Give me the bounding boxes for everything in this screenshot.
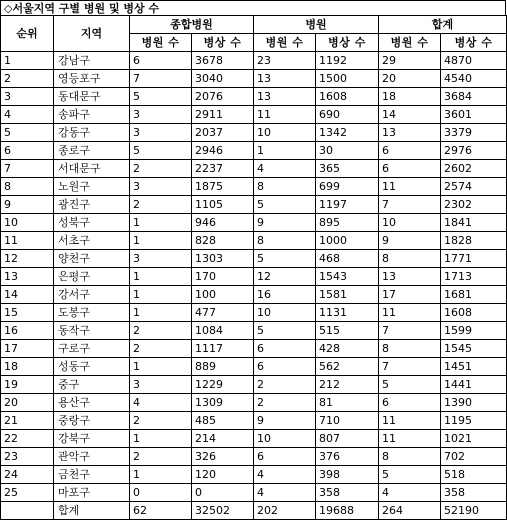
total-beds-cell: 1021 [441,430,507,448]
beds-cell: 19688 [316,502,379,520]
general-beds-cell: 1084 [192,322,254,340]
general-hospitals-cell: 3 [130,178,192,196]
rank-cell: 17 [1,340,54,358]
rank-cell: 6 [1,142,54,160]
total-hospitals-cell: 20 [379,70,441,88]
region-cell: 은평구 [54,268,130,286]
subheader-hospitals: 병원 수 [254,34,316,52]
hospitals-cell: 5 [254,250,316,268]
beds-cell: 365 [316,160,379,178]
table-row [1,250,507,268]
total-beds-cell: 3601 [441,106,507,124]
total-beds-cell: 2976 [441,142,507,160]
total-hospitals-cell: 5 [379,376,441,394]
beds-cell: 81 [316,394,379,412]
subheader-beds: 병상 수 [192,34,254,52]
region-cell: 마포구 [54,484,130,502]
table-row [1,358,507,376]
region-cell: 서초구 [54,232,130,250]
general-beds-cell: 477 [192,304,254,322]
rank-cell: 7 [1,160,54,178]
table-row [1,232,507,250]
general-hospitals-cell: 5 [130,142,192,160]
general-beds-cell: 0 [192,484,254,502]
beds-cell: 212 [316,376,379,394]
total-hospitals-cell: 4 [379,484,441,502]
total-hospitals-cell: 264 [379,502,441,520]
table-row [1,214,507,232]
hospitals-cell: 1 [254,142,316,160]
beds-cell: 807 [316,430,379,448]
general-beds-cell: 3040 [192,70,254,88]
total-hospitals-cell: 9 [379,232,441,250]
general-hospitals-cell: 2 [130,448,192,466]
region-cell: 금천구 [54,466,130,484]
total-beds-cell: 4870 [441,52,507,70]
total-beds-cell: 3379 [441,124,507,142]
total-hospitals-cell: 11 [379,304,441,322]
total-beds-cell: 1195 [441,412,507,430]
rank-cell: 3 [1,88,54,106]
general-hospitals-cell: 2 [130,160,192,178]
rank-cell: 1 [1,52,54,70]
general-hospitals-cell: 5 [130,88,192,106]
hospitals-cell: 6 [254,358,316,376]
region-cell: 양천구 [54,250,130,268]
table-title: ◇서울지역 구별 병원 및 병상 수 [0,0,506,16]
table-row [1,466,507,484]
region-cell: 종로구 [54,142,130,160]
hospital-table [0,15,507,520]
general-hospitals-cell: 2 [130,412,192,430]
region-cell: 중구 [54,376,130,394]
table-row [1,412,507,430]
general-beds-cell: 214 [192,430,254,448]
hospitals-cell: 4 [254,160,316,178]
region-cell: 강남구 [54,52,130,70]
rank-cell: 20 [1,394,54,412]
total-beds-cell: 1545 [441,340,507,358]
general-beds-cell: 1105 [192,196,254,214]
hospitals-cell: 16 [254,286,316,304]
region-cell: 노원구 [54,178,130,196]
hospitals-cell: 8 [254,178,316,196]
total-hospitals-cell: 17 [379,286,441,304]
beds-cell: 376 [316,448,379,466]
table-row [1,160,507,178]
total-beds-cell: 358 [441,484,507,502]
region-cell: 성동구 [54,358,130,376]
hospitals-cell: 23 [254,52,316,70]
total-hospitals-cell: 11 [379,412,441,430]
beds-cell: 1581 [316,286,379,304]
table-body [1,52,507,520]
total-beds-cell: 1841 [441,214,507,232]
region-cell: 강동구 [54,124,130,142]
table-row [1,142,507,160]
general-hospitals-cell: 1 [130,232,192,250]
total-beds-cell: 1608 [441,304,507,322]
beds-cell: 690 [316,106,379,124]
general-hospitals-cell: 1 [130,358,192,376]
general-hospitals-cell: 1 [130,466,192,484]
table-row [1,268,507,286]
general-hospitals-cell: 3 [130,124,192,142]
rank-cell: 21 [1,412,54,430]
total-hospitals-cell: 7 [379,358,441,376]
general-beds-cell: 889 [192,358,254,376]
hospitals-cell: 9 [254,412,316,430]
subheader-beds: 병상 수 [316,34,379,52]
general-beds-cell: 1229 [192,376,254,394]
table-row [1,376,507,394]
subheader-hospitals: 병원 수 [130,34,192,52]
beds-cell: 1608 [316,88,379,106]
total-hospitals-cell: 8 [379,250,441,268]
general-hospitals-cell: 2 [130,322,192,340]
general-beds-cell: 32502 [192,502,254,520]
hospitals-cell: 6 [254,340,316,358]
total-beds-cell: 1599 [441,322,507,340]
general-hospitals-cell: 3 [130,106,192,124]
general-hospitals-cell: 1 [130,430,192,448]
total-hospitals-cell: 13 [379,124,441,142]
subheader-beds: 병상 수 [441,34,507,52]
general-hospitals-cell: 3 [130,250,192,268]
header-total: 합계 [379,16,507,34]
general-hospitals-cell: 7 [130,70,192,88]
rank-cell: 5 [1,124,54,142]
table-row [1,88,507,106]
region-cell: 합계 [54,502,130,520]
hospitals-cell: 5 [254,322,316,340]
beds-cell: 699 [316,178,379,196]
rank-cell: 11 [1,232,54,250]
region-cell: 송파구 [54,106,130,124]
total-hospitals-cell: 11 [379,178,441,196]
general-beds-cell: 1117 [192,340,254,358]
total-beds-cell: 1681 [441,286,507,304]
total-beds-cell: 1713 [441,268,507,286]
beds-cell: 1000 [316,232,379,250]
hospitals-cell: 2 [254,394,316,412]
general-hospitals-cell: 2 [130,340,192,358]
hospitals-cell: 13 [254,70,316,88]
region-cell: 중랑구 [54,412,130,430]
general-beds-cell: 946 [192,214,254,232]
general-beds-cell: 2037 [192,124,254,142]
table-row [1,124,507,142]
region-cell: 도봉구 [54,304,130,322]
general-beds-cell: 485 [192,412,254,430]
total-hospitals-cell: 7 [379,322,441,340]
total-hospitals-cell: 14 [379,106,441,124]
beds-cell: 468 [316,250,379,268]
table-row [1,322,507,340]
rank-cell: 23 [1,448,54,466]
general-hospitals-cell: 1 [130,304,192,322]
table-row [1,340,507,358]
region-cell: 동대문구 [54,88,130,106]
hospitals-cell: 5 [254,196,316,214]
total-hospitals-cell: 8 [379,340,441,358]
table-row [1,484,507,502]
general-beds-cell: 3678 [192,52,254,70]
rank-cell: 4 [1,106,54,124]
rank-cell: 22 [1,430,54,448]
rank-cell [1,502,54,520]
rank-cell: 12 [1,250,54,268]
hospitals-cell: 12 [254,268,316,286]
rank-cell: 18 [1,358,54,376]
general-beds-cell: 2946 [192,142,254,160]
total-beds-cell: 518 [441,466,507,484]
general-hospitals-cell: 1 [130,286,192,304]
beds-cell: 1543 [316,268,379,286]
general-beds-cell: 828 [192,232,254,250]
hospitals-cell: 9 [254,214,316,232]
hospitals-cell: 6 [254,448,316,466]
general-beds-cell: 1875 [192,178,254,196]
rank-cell: 16 [1,322,54,340]
total-beds-cell: 1771 [441,250,507,268]
beds-cell: 515 [316,322,379,340]
total-beds-cell: 3684 [441,88,507,106]
total-beds-cell: 52190 [441,502,507,520]
rank-cell: 2 [1,70,54,88]
hospitals-cell: 2 [254,376,316,394]
beds-cell: 1197 [316,196,379,214]
general-beds-cell: 326 [192,448,254,466]
total-hospitals-cell: 6 [379,394,441,412]
total-beds-cell: 1390 [441,394,507,412]
beds-cell: 562 [316,358,379,376]
total-beds-cell: 1451 [441,358,507,376]
total-beds-cell: 1828 [441,232,507,250]
general-beds-cell: 2911 [192,106,254,124]
rank-cell: 9 [1,196,54,214]
general-beds-cell: 100 [192,286,254,304]
table-row [1,394,507,412]
hospitals-cell: 4 [254,466,316,484]
beds-cell: 398 [316,466,379,484]
general-beds-cell: 1303 [192,250,254,268]
table-row [1,52,507,70]
rank-cell: 13 [1,268,54,286]
total-beds-cell: 2302 [441,196,507,214]
region-cell: 용산구 [54,394,130,412]
general-hospitals-cell: 62 [130,502,192,520]
general-beds-cell: 170 [192,268,254,286]
total-hospitals-cell: 13 [379,268,441,286]
rank-cell: 10 [1,214,54,232]
general-beds-cell: 1309 [192,394,254,412]
total-beds-cell: 1441 [441,376,507,394]
table-row [1,196,507,214]
hospitals-cell: 10 [254,430,316,448]
header-hospital: 병원 [254,16,379,34]
general-beds-cell: 2237 [192,160,254,178]
header-general-hospital: 종합병원 [130,16,254,34]
hospitals-cell: 11 [254,106,316,124]
rank-cell: 25 [1,484,54,502]
total-hospitals-cell: 8 [379,448,441,466]
rank-cell: 8 [1,178,54,196]
region-cell: 광진구 [54,196,130,214]
general-hospitals-cell: 0 [130,484,192,502]
hospitals-cell: 13 [254,88,316,106]
hospitals-cell: 8 [254,232,316,250]
total-hospitals-cell: 5 [379,466,441,484]
total-hospitals-cell: 10 [379,214,441,232]
beds-cell: 1192 [316,52,379,70]
general-hospitals-cell: 2 [130,196,192,214]
region-cell: 영등포구 [54,70,130,88]
hospitals-cell: 202 [254,502,316,520]
general-hospitals-cell: 6 [130,52,192,70]
rank-cell: 14 [1,286,54,304]
rank-cell: 24 [1,466,54,484]
rank-cell: 15 [1,304,54,322]
beds-cell: 1131 [316,304,379,322]
rank-cell: 19 [1,376,54,394]
table-row [1,286,507,304]
general-hospitals-cell: 4 [130,394,192,412]
beds-cell: 428 [316,340,379,358]
region-cell: 강서구 [54,286,130,304]
table-row [1,448,507,466]
general-beds-cell: 120 [192,466,254,484]
beds-cell: 358 [316,484,379,502]
total-hospitals-cell: 29 [379,52,441,70]
general-beds-cell: 2076 [192,88,254,106]
total-beds-cell: 2574 [441,178,507,196]
region-cell: 강북구 [54,430,130,448]
region-cell: 동작구 [54,322,130,340]
beds-cell: 30 [316,142,379,160]
table-row [1,70,507,88]
table-row [1,430,507,448]
beds-cell: 1500 [316,70,379,88]
beds-cell: 895 [316,214,379,232]
total-hospitals-cell: 6 [379,160,441,178]
total-hospitals-cell: 6 [379,142,441,160]
general-hospitals-cell: 3 [130,376,192,394]
table-row [1,304,507,322]
total-beds-cell: 2602 [441,160,507,178]
region-cell: 관악구 [54,448,130,466]
hospitals-cell: 10 [254,124,316,142]
general-hospitals-cell: 1 [130,214,192,232]
total-beds-cell: 702 [441,448,507,466]
header-region: 지역 [54,16,130,52]
region-cell: 구로구 [54,340,130,358]
hospitals-cell: 10 [254,304,316,322]
beds-cell: 710 [316,412,379,430]
hospitals-cell: 4 [254,484,316,502]
beds-cell: 1342 [316,124,379,142]
total-hospitals-cell: 7 [379,196,441,214]
table-row [1,106,507,124]
region-cell: 성북구 [54,214,130,232]
total-beds-cell: 4540 [441,70,507,88]
header-rank: 순위 [1,16,54,52]
total-hospitals-cell: 18 [379,88,441,106]
general-hospitals-cell: 1 [130,268,192,286]
subheader-hospitals: 병원 수 [379,34,441,52]
region-cell: 서대문구 [54,160,130,178]
total-hospitals-cell: 11 [379,430,441,448]
table-row [1,178,507,196]
table-row [1,502,507,520]
